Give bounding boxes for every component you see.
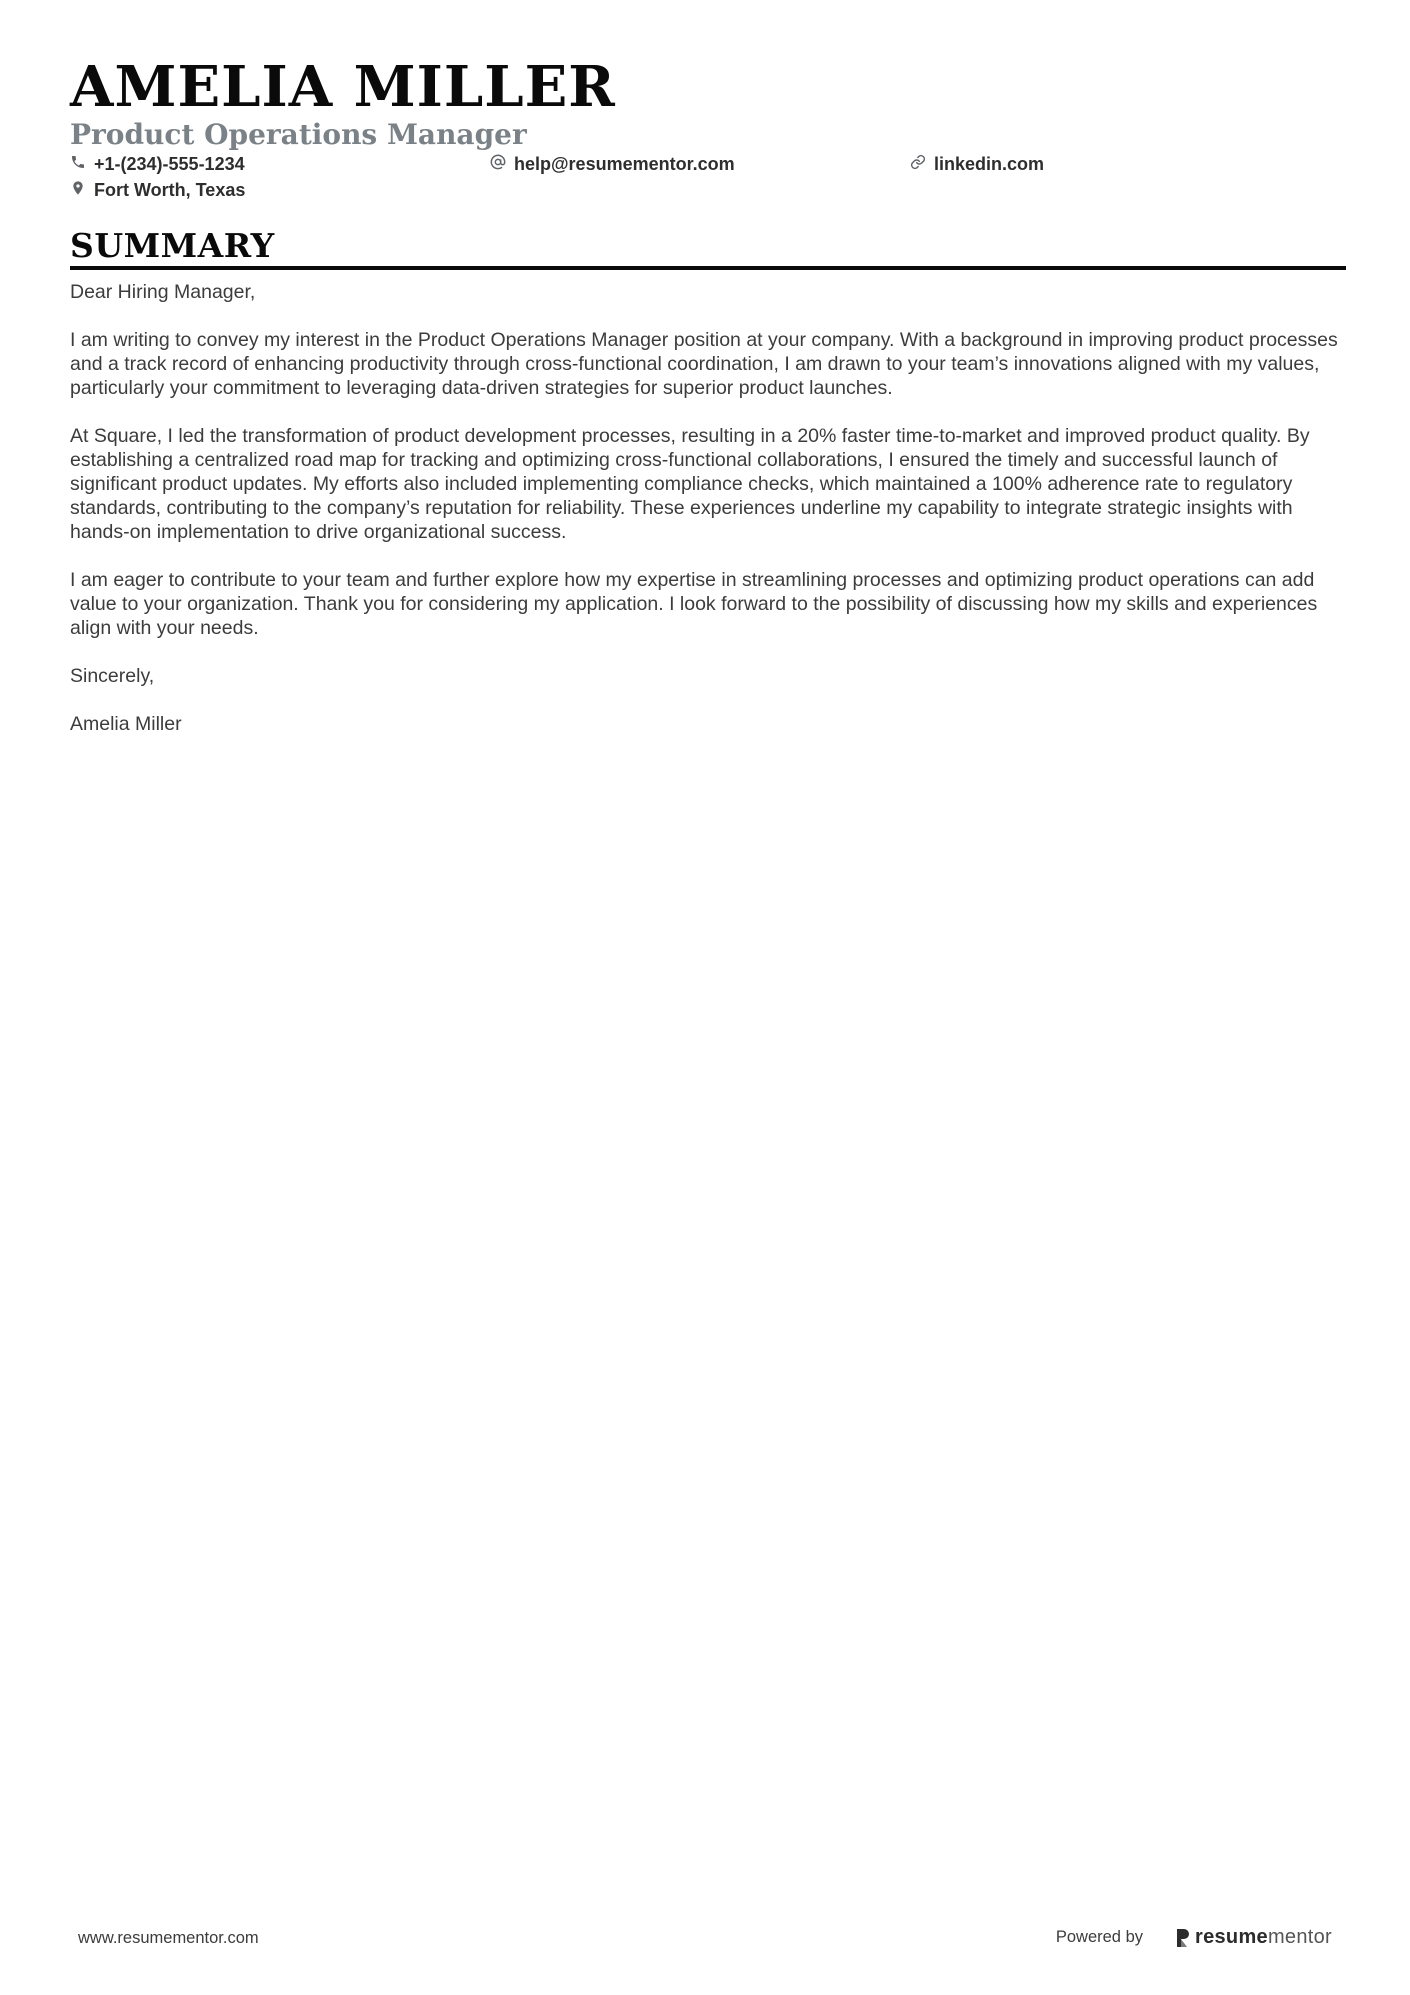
summary-section [70, 225, 1346, 736]
resumementor-logo-icon [1175, 1928, 1191, 1948]
email-link[interactable]: help@resumementor.com [514, 154, 735, 175]
phone-text: +1-(234)-555-1234 [94, 154, 245, 175]
resume-page [70, 54, 1346, 760]
section-divider [70, 266, 1346, 270]
contact-email [490, 155, 910, 175]
footer-website[interactable]: www.resumementor.com [78, 1929, 259, 1947]
brand-wordmark [1195, 1926, 1332, 1949]
candidate-name: AMELIA MILLER [70, 54, 616, 120]
phone-icon [70, 154, 86, 175]
closing: Sincerely, [70, 664, 155, 687]
paragraph: I am writing to convey my interest in the Product Operations Manager position at your company. With a background in improving product processes and a track record of enhancing productivity through cross-functional coordination, I am drawn to your team’s innovations aligned with my values, particularly your commitment to leveraging data-driven strategies for superior product launches. [70, 328, 1338, 399]
section-title: SUMMARY [70, 225, 275, 265]
signature: Amelia Miller [70, 712, 182, 735]
paragraph: At Square, I led the transformation of product development processes, resulting in a 20% faster time-to-market and improved product quality. By establishing a centralized road map for tracking and optimizing cross-functional collaborations, I ensured the timely and successful launch of significant product updates. My efforts also included implementing compliance checks, which maintained a 100% adherence rate to regulatory standards, contributing to the company’s reputation for reliability. These experiences underline my capability to integrate strategic insights with hands-on implementation to drive organizational success. [70, 424, 1310, 543]
brand-wordmark-bold: resume [1195, 1926, 1268, 1948]
paragraph: I am eager to contribute to your team and further explore how my expertise in streamlining processes and optimizing product operations can add value to your organization. Thank you for considering my application. I look forward to the possibility of discussing how my skills and experiences align with your needs. [70, 568, 1318, 639]
brand-logo[interactable] [1175, 1926, 1332, 1949]
salutation: Dear Hiring Manager, [70, 280, 256, 303]
job-title: Product Operations Manager [70, 117, 527, 151]
at-sign-icon [490, 154, 506, 175]
contact-info [70, 155, 1346, 201]
contact-linkedin [910, 155, 1330, 175]
powered-by-label: Powered by [1055, 1928, 1143, 1946]
brand-wordmark-light: mentor [1267, 1926, 1332, 1948]
map-pin-icon [70, 180, 86, 201]
link-icon [910, 154, 926, 175]
location-text: Fort Worth, Texas [94, 180, 246, 201]
footer-branding [1056, 1926, 1332, 1949]
contact-location [70, 181, 490, 201]
cover-letter-body [70, 280, 1346, 736]
contact-phone [70, 155, 490, 175]
linkedin-link[interactable]: linkedin.com [934, 154, 1045, 175]
